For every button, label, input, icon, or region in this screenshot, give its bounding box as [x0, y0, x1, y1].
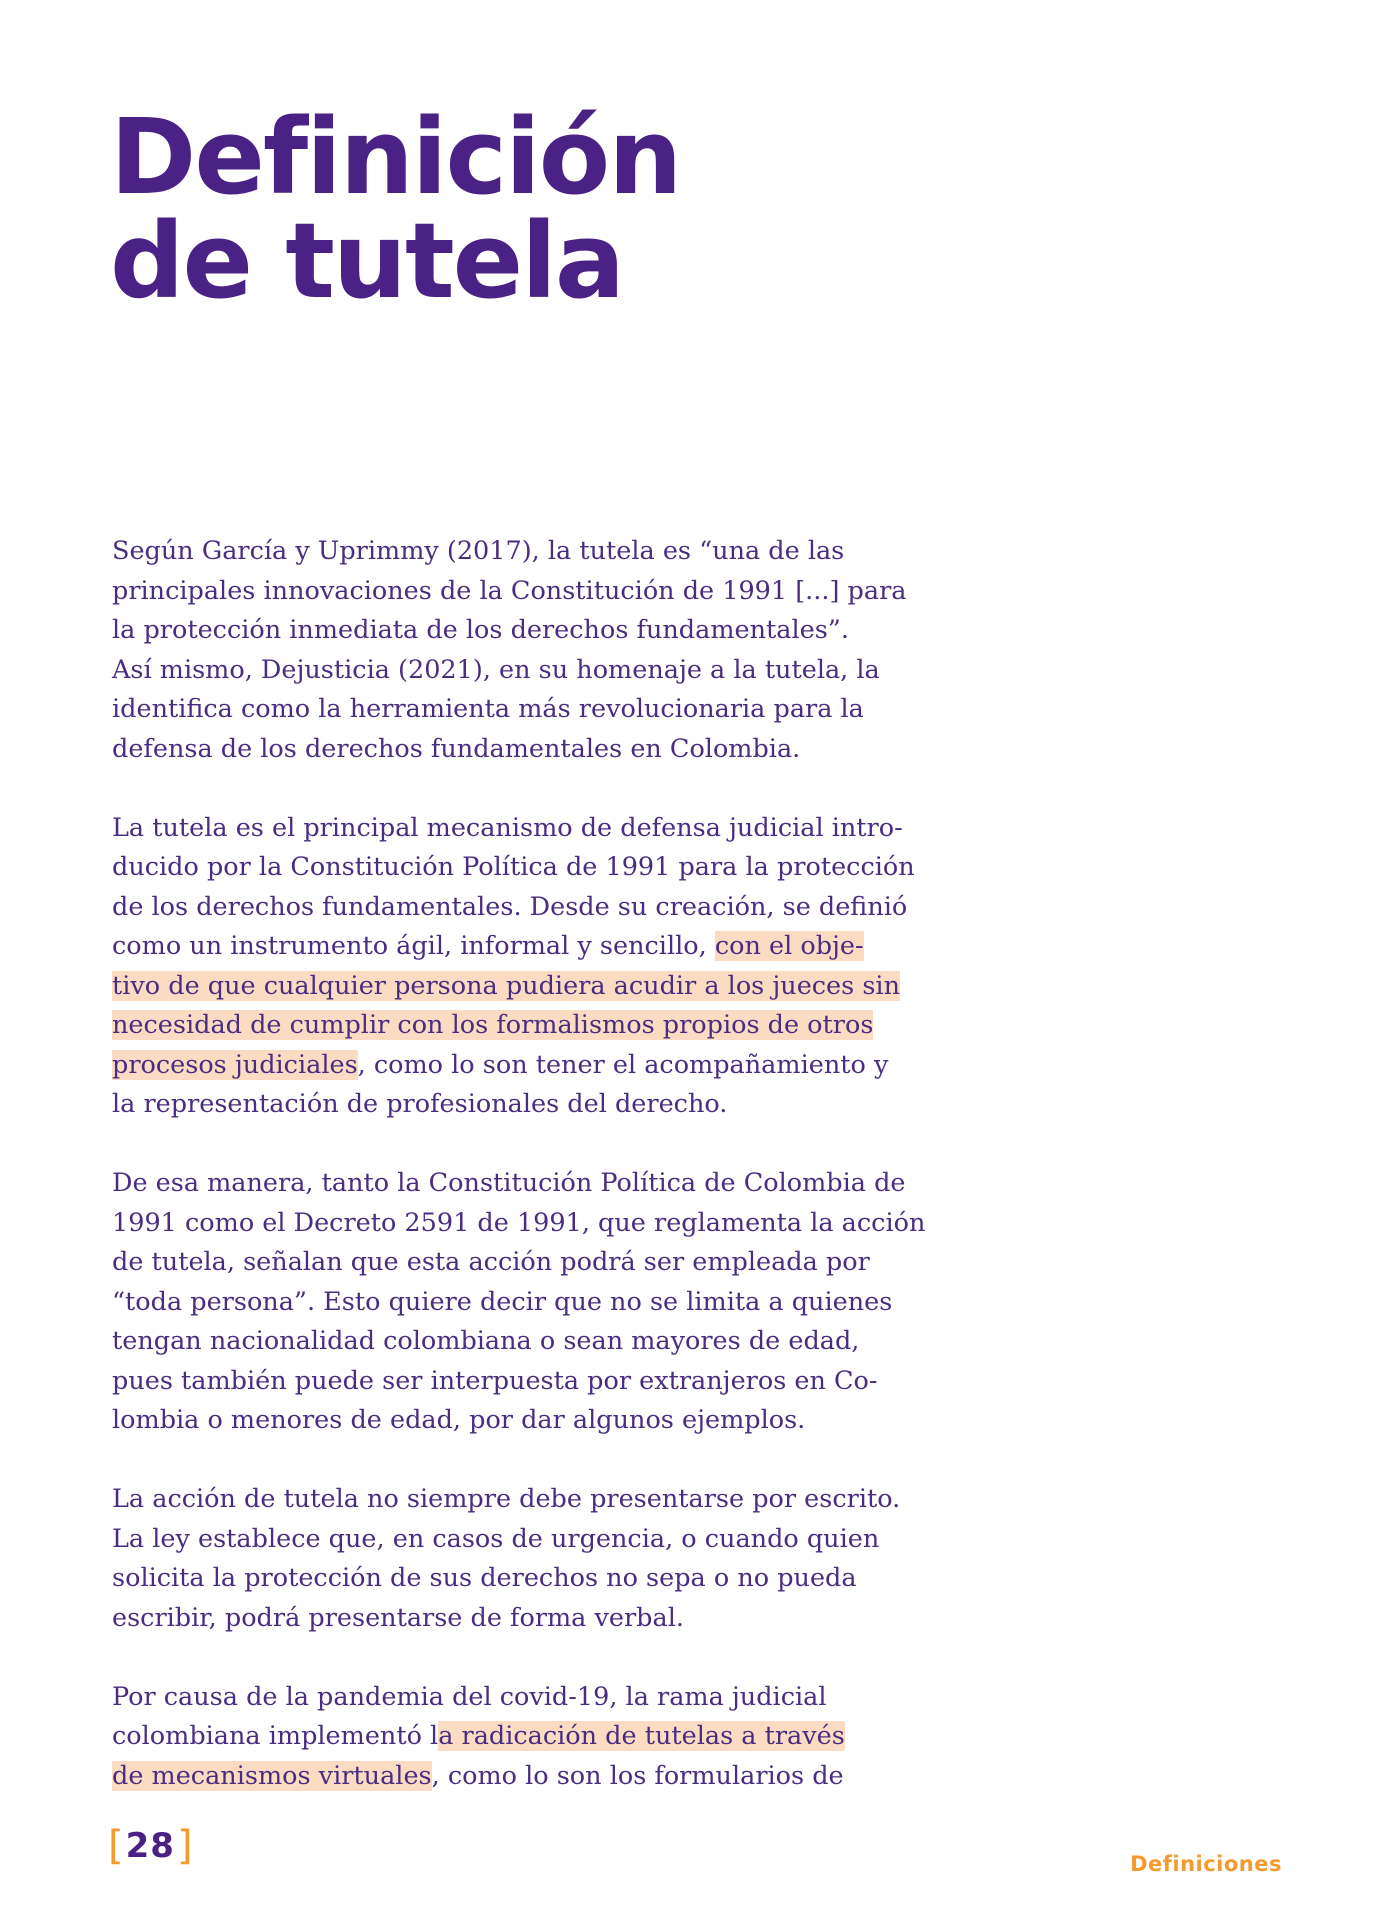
- text-line: [112, 927, 872, 967]
- text-segment: defensa de los derechos fundamentales en Colombia.: [112, 733, 801, 764]
- text-segment: De esa manera, tanto la Constitución Política de Colombia de: [112, 1168, 906, 1198]
- text-segment: , como lo son tener el acompañamiento y: [357, 1049, 889, 1080]
- text-line: [112, 690, 872, 730]
- body-text: [112, 532, 926, 1796]
- paragraph: [112, 1480, 901, 1638]
- text-line: [112, 1046, 889, 1086]
- text-line: [112, 1559, 872, 1599]
- page-title: [110, 96, 681, 322]
- text-segment: Por causa de la pandemia del covid-19, la rama judicial: [112, 1681, 827, 1712]
- text-line: [112, 730, 872, 770]
- text-segment: identifica como la herramienta más revolucionaria para la: [112, 694, 864, 724]
- text-segment: la protección inmediata de los derechos fundamentales”.: [112, 615, 849, 645]
- text-segment: La ley establece que, en casos de urgencia, o cuando quien: [112, 1523, 880, 1554]
- text-segment: tengan nacionalidad colombiana o sean mayores de edad,: [112, 1326, 860, 1356]
- text-line: [112, 1362, 878, 1402]
- text-line: [112, 611, 872, 651]
- highlighted-text: de mecanismos virtuales: [112, 1760, 432, 1791]
- highlighted-text: necesidad de cumplir con los formalismos propios de otros: [112, 1010, 874, 1040]
- text-segment: “toda persona”. Esto quiere decir que no se limita a quienes: [112, 1286, 893, 1317]
- paragraph: [112, 1678, 872, 1797]
- text-segment: ducido por la Constitución Política de 1991 para la protección: [112, 852, 915, 882]
- highlighted-text: procesos judiciales: [112, 1049, 358, 1080]
- page-number-value: 28: [125, 1826, 175, 1866]
- text-segment: Según García y Uprimmy (2017), la tutela es “una de las: [112, 536, 845, 566]
- text-segment: Así mismo, Dejusticia (2021), en su homenaje a la tutela, la: [112, 654, 880, 685]
- paragraph: [112, 1164, 926, 1441]
- text-line: [112, 809, 903, 849]
- text-line: [112, 1283, 893, 1323]
- text-segment: lombia o menores de edad, por dar algunos ejemplos.: [112, 1405, 806, 1435]
- paragraph: [112, 532, 907, 769]
- text-line: [112, 888, 908, 928]
- text-segment: de los derechos fundamentales. Desde su creación, se definió: [112, 891, 908, 922]
- highlighted-text: a radicación de tutelas a través: [438, 1721, 845, 1751]
- text-line: [112, 1204, 926, 1244]
- text-line: [112, 1401, 872, 1441]
- text-line: [112, 967, 901, 1007]
- text-line: [112, 1678, 872, 1718]
- section-label: Definiciones: [1130, 1852, 1282, 1876]
- text-line: [112, 1717, 872, 1757]
- text-segment: como un instrumento ágil, informal y sencillo,: [112, 931, 715, 961]
- highlighted-text: tivo de que cualquier persona pudiera acudir a los jueces sin: [112, 970, 901, 1001]
- text-line: [112, 1006, 872, 1046]
- page-number: [108, 1823, 193, 1869]
- text-line: [112, 532, 872, 572]
- text-segment: la representación de profesionales del derecho.: [112, 1089, 728, 1119]
- text-segment: solicita la protección de sus derechos no sepa o no pueda: [112, 1563, 857, 1593]
- text-line: [112, 1480, 901, 1520]
- text-segment: colombiana implementó l: [112, 1721, 439, 1751]
- text-line: [112, 1085, 872, 1125]
- paragraph: [112, 809, 915, 1125]
- text-segment: principales innovaciones de la Constitución de 1991 [...] para: [112, 575, 907, 606]
- page-number-bracket-close: ]: [176, 1823, 193, 1869]
- text-line: [112, 1520, 880, 1560]
- highlighted-text: con el obje-: [714, 931, 864, 961]
- text-line: [112, 1243, 872, 1283]
- text-segment: , como lo son los formularios de: [431, 1760, 844, 1791]
- text-line: [112, 1322, 872, 1362]
- text-line: [112, 848, 915, 888]
- text-line: [112, 572, 907, 612]
- text-segment: de tutela, señalan que esta acción podrá ser empleada por: [112, 1247, 870, 1277]
- title-line-2: de tutela: [110, 200, 624, 322]
- page-number-bracket-open: [: [108, 1823, 124, 1869]
- text-segment: 1991 como el Decreto 2591 de 1991, que reglamenta la acción: [112, 1207, 926, 1238]
- text-segment: La acción de tutela no siempre debe presentarse por escrito.: [112, 1484, 901, 1514]
- text-line: [112, 1757, 872, 1797]
- title-line-1: Definición: [110, 96, 681, 218]
- text-line: [112, 1164, 906, 1204]
- text-line: [112, 1599, 872, 1639]
- text-segment: La tutela es el principal mecanismo de defensa judicial intro-: [112, 812, 903, 843]
- text-segment: escribir, podrá presentarse de forma verbal.: [112, 1602, 684, 1633]
- text-line: [112, 651, 880, 691]
- text-segment: pues también puede ser interpuesta por extranjeros en Co-: [112, 1365, 878, 1396]
